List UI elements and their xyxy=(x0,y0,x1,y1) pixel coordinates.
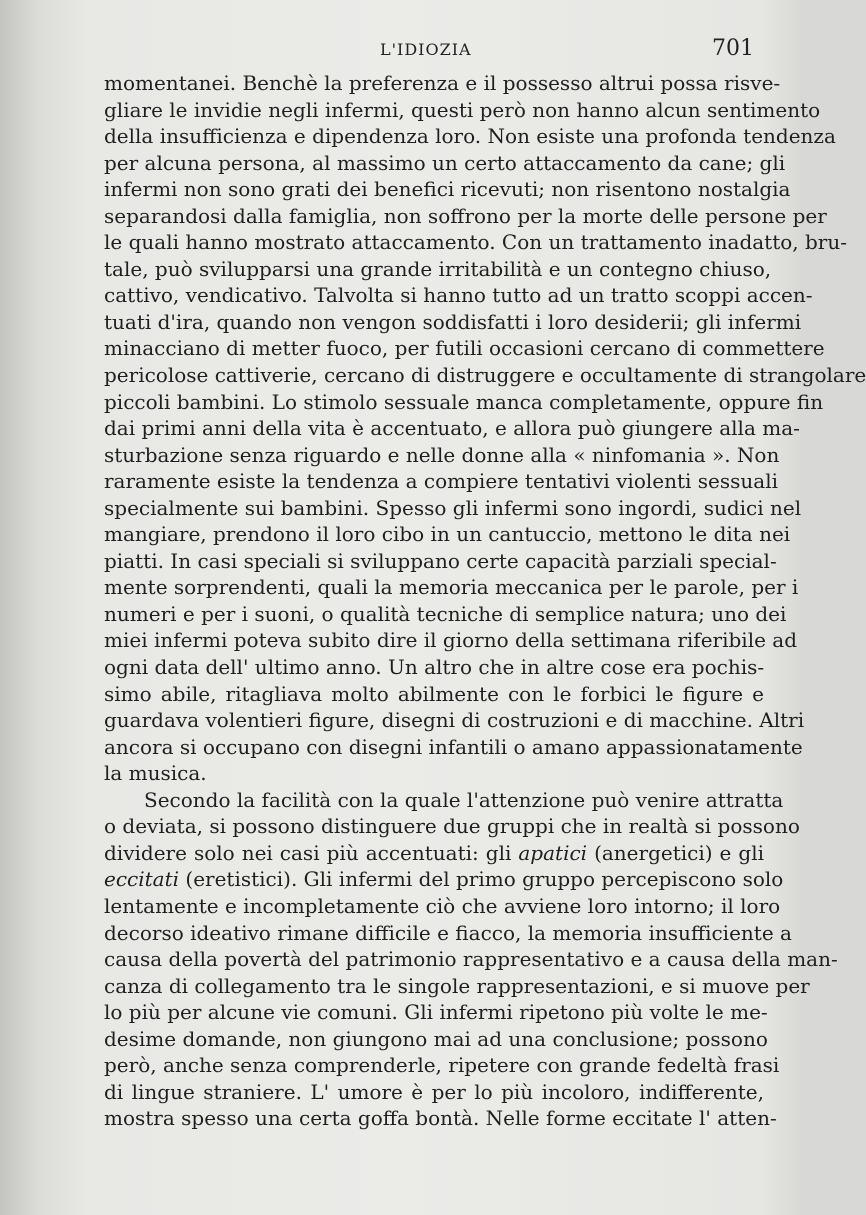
text-line: ancora si occupano con disegni infantili o amano appassionatamente xyxy=(104,734,803,759)
text-line: specialmente sui bambini. Spesso gli infermi sono ingordi, sudici nel xyxy=(104,495,802,520)
text-line: cattivo, vendicativo. Talvolta si hanno tutto ad un tratto scoppi accen- xyxy=(104,283,813,308)
text-line: mangiare, prendono il loro cibo in un cantuccio, mettono le dita nei xyxy=(104,522,791,547)
text-line: decorso ideativo rimane difficile e fiacco, la memoria insufficiente a xyxy=(104,920,792,945)
text-line: sturbazione senza riguardo e nelle donne alla « ninfomania ». Non xyxy=(104,442,780,467)
text-line: gliare le invidie negli infermi, questi però non hanno alcun sentimento xyxy=(104,97,821,122)
text-line: però, anche senza comprenderle, ripetere con grande fedeltà frasi xyxy=(104,1053,780,1078)
text-line: simo abile, ritagliava molto abilmente con le forbici le figure e xyxy=(104,681,764,706)
text-line: le quali hanno mostrato attaccamento. Con un trattamento inadatto, bru- xyxy=(104,230,848,255)
text-line: tuati d'ira, quando non vengon soddisfatti i loro desiderii; gli infermi xyxy=(104,309,802,334)
text-line: piccoli bambini. Lo stimolo sessuale manca completamente, oppure fin xyxy=(104,389,824,414)
text-line: piatti. In casi speciali si sviluppano certe capacità parziali special- xyxy=(104,548,777,573)
italic-term-eccitati: eccitati xyxy=(104,867,180,892)
text-line: miei infermi poteva subito dire il giorno della settimana riferibile ad xyxy=(104,628,798,653)
text-line: guardava volentieri figure, disegni di costruzioni e di macchine. Altri xyxy=(104,708,805,733)
text-line: lo più per alcune vie comuni. Gli infermi ripetono più volte le me- xyxy=(104,1000,768,1025)
italic-term-apatici: apatici xyxy=(518,840,588,865)
text-line: Secondo la facilità con la quale l'attenzione può venire attratta xyxy=(144,787,784,812)
paragraph-2 xyxy=(104,787,838,1132)
running-title: L'IDIOZIA xyxy=(380,40,472,59)
text-line: infermi non sono grati dei benefici ricevuti; non risentono nostalgia xyxy=(104,177,791,202)
text-segment: (anergetici) e gli xyxy=(587,840,764,865)
text-line: la musica. xyxy=(104,761,207,786)
body-text xyxy=(104,70,866,1132)
text-line-mixed xyxy=(104,840,764,867)
text-line: di lingue straniere. L' umore è per lo più incoloro, indifferente, xyxy=(104,1079,764,1104)
text-line: desime domande, non giungono mai ad una conclusione; possono xyxy=(104,1026,768,1051)
text-line: raramente esiste la tendenza a compiere tentativi violenti sessuali xyxy=(104,469,778,494)
text-line: separandosi dalla famiglia, non soffrono per la morte delle persone per xyxy=(104,203,827,228)
page-number: 701 xyxy=(712,36,754,61)
text-line-mixed xyxy=(104,866,784,893)
text-line: lentamente e incompletamente ciò che avviene loro intorno; il loro xyxy=(104,893,781,918)
text-segment: (eretistici). Gli infermi del primo gruppo percepiscono solo xyxy=(179,867,784,892)
text-line: per alcuna persona, al massimo un certo attaccamento da cane; gli xyxy=(104,150,786,175)
text-line: minacciano di metter fuoco, per futili occasioni cercano di commettere xyxy=(104,336,825,361)
paragraph-1 xyxy=(104,70,866,787)
text-line: della insufficienza e dipendenza loro. Non esiste una profonda tendenza xyxy=(104,124,836,149)
text-line: ogni data dell' ultimo anno. Un altro che in altre cose era pochis- xyxy=(104,655,765,680)
text-line: pericolose cattiverie, cercano di distruggere e occultamente di strangolare xyxy=(104,363,866,388)
text-line: mente sorprendenti, quali la memoria meccanica per le parole, per i xyxy=(104,575,799,600)
text-line: causa della povertà del patrimonio rappresentativo e a causa della man- xyxy=(104,947,838,972)
text-line: mostra spesso una certa goffa bontà. Nelle forme eccitate l' atten- xyxy=(104,1106,777,1131)
text-segment: dividere solo nei casi più accentuati: gli xyxy=(104,840,519,865)
text-line: canza di collegamento tra le singole rappresentazioni, e si muove per xyxy=(104,973,810,998)
text-line: tale, può svilupparsi una grande irritabilità e un contegno chiuso, xyxy=(104,256,772,281)
text-line: momentanei. Benchè la preferenza e il possesso altrui possa risve- xyxy=(104,71,781,95)
text-line: numeri e per i suoni, o qualità tecniche di semplice natura; uno dei xyxy=(104,601,787,626)
text-line: o deviata, si possono distinguere due gruppi che in realtà si possono xyxy=(104,814,800,839)
text-line: dai primi anni della vita è accentuato, e allora può giungere alla ma- xyxy=(104,416,800,441)
